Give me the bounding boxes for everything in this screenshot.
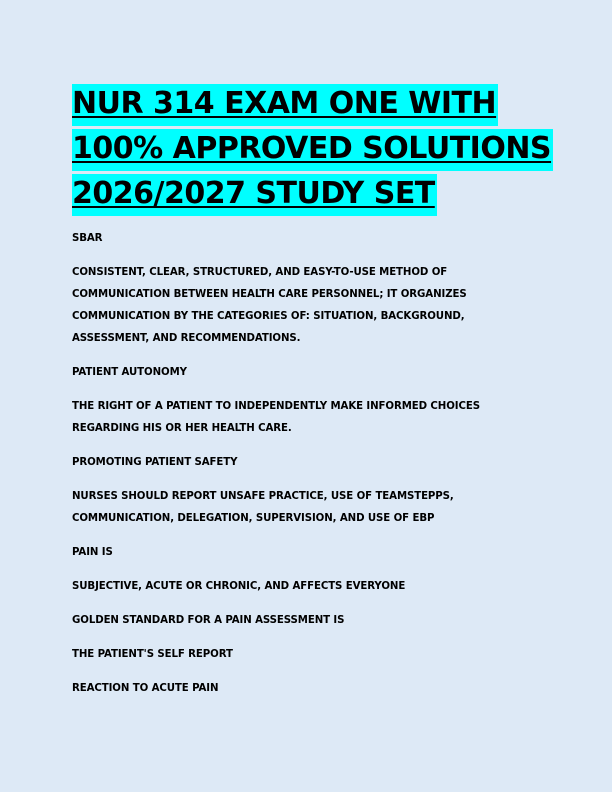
title-line-2: 100% APPROVED SOLUTIONS — [72, 129, 553, 171]
title-line-3: 2026/2027 STUDY SET — [72, 174, 437, 216]
term-pain-is: PAIN IS — [72, 547, 113, 558]
definition-promoting-patient-safety: NURSES SHOULD REPORT UNSAFE PRACTICE, USE OF TEAMSTEPPS, COMMUNICATION, DELEGATION, SUPERVISION, AND USE OF EBP — [72, 491, 454, 524]
study-entries — [72, 228, 542, 712]
term-sbar: SBAR — [72, 233, 103, 244]
term-promoting-patient-safety: PROMOTING PATIENT SAFETY — [72, 457, 238, 468]
term-patient-autonomy: PATIENT AUTONOMY — [72, 367, 187, 378]
term-golden-standard: GOLDEN STANDARD FOR A PAIN ASSESSMENT IS — [72, 615, 345, 626]
term-reaction-to-acute-pain: REACTION TO ACUTE PAIN — [72, 683, 219, 694]
definition-sbar: CONSISTENT, CLEAR, STRUCTURED, AND EASY-TO-USE METHOD OF COMMUNICATION BETWEEN HEALTH CARE PERSONNEL; IT ORGANIZES COMMUNICATION BY THE CATEGORIES OF: SITUATION, BACKGROUND, ASSESSMENT, AND RECOMMENDATIONS. — [72, 267, 467, 344]
definition-pain-is: SUBJECTIVE, ACUTE OR CHRONIC, AND AFFECTS EVERYONE — [72, 581, 406, 592]
definition-golden-standard: THE PATIENT'S SELF REPORT — [72, 649, 233, 660]
title-line-1: NUR 314 EXAM ONE WITH — [72, 84, 498, 126]
document-title — [72, 84, 552, 219]
definition-patient-autonomy: THE RIGHT OF A PATIENT TO INDEPENDENTLY MAKE INFORMED CHOICES REGARDING HIS OR HER HEALTH CARE. — [72, 401, 480, 434]
